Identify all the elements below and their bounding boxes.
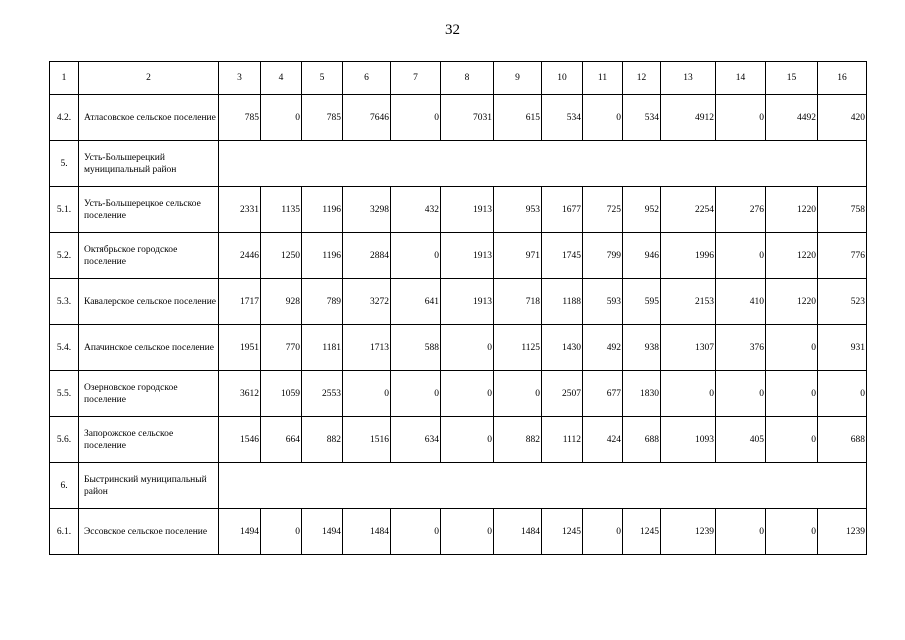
value-cell: 1913: [441, 279, 494, 325]
value-cell: 1239: [661, 509, 716, 555]
value-cell: 971: [494, 233, 542, 279]
value-cell: 1494: [302, 509, 343, 555]
value-cell: 2884: [343, 233, 391, 279]
value-cell: 405: [716, 417, 766, 463]
column-header: 2: [79, 62, 219, 95]
value-cell: 615: [494, 95, 542, 141]
row-name: Октябрьское городское поселение: [79, 233, 219, 279]
value-cell: 1307: [661, 325, 716, 371]
value-cell: 0: [583, 95, 623, 141]
row-number: 5.4.: [50, 325, 79, 371]
value-cell: 376: [716, 325, 766, 371]
value-cell: 952: [623, 187, 661, 233]
row-number: 5.1.: [50, 187, 79, 233]
value-cell: 0: [441, 509, 494, 555]
row-name: Озерновское городское поселение: [79, 371, 219, 417]
value-cell: 1196: [302, 187, 343, 233]
value-cell: 0: [441, 371, 494, 417]
value-cell: 588: [391, 325, 441, 371]
value-cell: 492: [583, 325, 623, 371]
value-cell: 1996: [661, 233, 716, 279]
value-cell: 1220: [766, 233, 818, 279]
value-cell: 0: [441, 325, 494, 371]
value-cell: 789: [302, 279, 343, 325]
column-header: 15: [766, 62, 818, 95]
value-cell: 0: [716, 95, 766, 141]
value-cell: 953: [494, 187, 542, 233]
value-cell: 758: [818, 187, 867, 233]
value-cell: 1196: [302, 233, 343, 279]
row-number: 4.2.: [50, 95, 79, 141]
value-cell: 1245: [542, 509, 583, 555]
row-number: 6.1.: [50, 509, 79, 555]
value-cell: 1093: [661, 417, 716, 463]
value-cell: 1125: [494, 325, 542, 371]
value-cell: 641: [391, 279, 441, 325]
value-cell: 1188: [542, 279, 583, 325]
value-cell: 1494: [219, 509, 261, 555]
value-cell: 0: [391, 233, 441, 279]
value-cell: 595: [623, 279, 661, 325]
value-cell: 1059: [261, 371, 302, 417]
value-cell: 677: [583, 371, 623, 417]
value-cell: 4912: [661, 95, 716, 141]
value-cell: 2446: [219, 233, 261, 279]
column-header: 4: [261, 62, 302, 95]
value-cell: 432: [391, 187, 441, 233]
value-cell: 420: [818, 95, 867, 141]
column-header: 16: [818, 62, 867, 95]
value-cell: 1484: [494, 509, 542, 555]
empty-group-cell: [219, 463, 867, 509]
value-cell: 7031: [441, 95, 494, 141]
row-name: Эссовское сельское поселение: [79, 509, 219, 555]
value-cell: 2507: [542, 371, 583, 417]
table-row: [50, 95, 867, 141]
value-cell: 2254: [661, 187, 716, 233]
value-cell: 0: [716, 233, 766, 279]
value-cell: 1546: [219, 417, 261, 463]
column-header: 13: [661, 62, 716, 95]
value-cell: 276: [716, 187, 766, 233]
table-row: [50, 509, 867, 555]
table-row: [50, 141, 867, 187]
value-cell: 410: [716, 279, 766, 325]
value-cell: 785: [302, 95, 343, 141]
value-cell: 0: [766, 417, 818, 463]
table-row: [50, 279, 867, 325]
page-number: 32: [445, 22, 460, 38]
row-number: 5.: [50, 141, 79, 187]
value-cell: 523: [818, 279, 867, 325]
value-cell: 0: [391, 95, 441, 141]
value-cell: 3612: [219, 371, 261, 417]
value-cell: 1913: [441, 233, 494, 279]
table-row: [50, 233, 867, 279]
table-row: [50, 187, 867, 233]
value-cell: 1830: [623, 371, 661, 417]
value-cell: 0: [661, 371, 716, 417]
value-cell: 725: [583, 187, 623, 233]
row-number: 5.2.: [50, 233, 79, 279]
value-cell: 931: [818, 325, 867, 371]
value-cell: 0: [583, 509, 623, 555]
value-cell: 718: [494, 279, 542, 325]
value-cell: 2553: [302, 371, 343, 417]
value-cell: 634: [391, 417, 441, 463]
value-cell: 1713: [343, 325, 391, 371]
value-cell: 1484: [343, 509, 391, 555]
column-header: 12: [623, 62, 661, 95]
value-cell: 1430: [542, 325, 583, 371]
value-cell: 0: [766, 509, 818, 555]
column-header: 10: [542, 62, 583, 95]
value-cell: 1220: [766, 279, 818, 325]
column-header: 1: [50, 62, 79, 95]
value-cell: 0: [441, 417, 494, 463]
value-cell: 1717: [219, 279, 261, 325]
value-cell: 799: [583, 233, 623, 279]
value-cell: 938: [623, 325, 661, 371]
column-header: 7: [391, 62, 441, 95]
value-cell: 1745: [542, 233, 583, 279]
value-cell: 0: [391, 371, 441, 417]
value-cell: 1951: [219, 325, 261, 371]
data-table: [49, 61, 867, 555]
row-number: 6.: [50, 463, 79, 509]
row-number: 5.3.: [50, 279, 79, 325]
row-name: Усть-Большерецкий муниципальный район: [79, 141, 219, 187]
value-cell: 0: [343, 371, 391, 417]
value-cell: 3272: [343, 279, 391, 325]
column-header: 3: [219, 62, 261, 95]
value-cell: 1220: [766, 187, 818, 233]
value-cell: 0: [261, 95, 302, 141]
value-cell: 1135: [261, 187, 302, 233]
value-cell: 1250: [261, 233, 302, 279]
value-cell: 1239: [818, 509, 867, 555]
value-cell: 534: [623, 95, 661, 141]
table-row: [50, 325, 867, 371]
column-header: 6: [343, 62, 391, 95]
row-number: 5.5.: [50, 371, 79, 417]
column-header: 5: [302, 62, 343, 95]
value-cell: 770: [261, 325, 302, 371]
value-cell: 882: [494, 417, 542, 463]
column-header: 14: [716, 62, 766, 95]
row-name: Апачинское сельское поселение: [79, 325, 219, 371]
value-cell: 2153: [661, 279, 716, 325]
value-cell: 534: [542, 95, 583, 141]
value-cell: 0: [818, 371, 867, 417]
value-cell: 2331: [219, 187, 261, 233]
table-row: [50, 417, 867, 463]
value-cell: 1516: [343, 417, 391, 463]
value-cell: 946: [623, 233, 661, 279]
column-header: 8: [441, 62, 494, 95]
value-cell: 593: [583, 279, 623, 325]
value-cell: 688: [818, 417, 867, 463]
table-row: [50, 371, 867, 417]
value-cell: 1677: [542, 187, 583, 233]
value-cell: 1245: [623, 509, 661, 555]
value-cell: 1913: [441, 187, 494, 233]
value-cell: 1112: [542, 417, 583, 463]
header-row: [50, 62, 867, 95]
value-cell: 0: [766, 371, 818, 417]
column-header: 11: [583, 62, 623, 95]
value-cell: 664: [261, 417, 302, 463]
value-cell: 424: [583, 417, 623, 463]
row-name: Быстринский муниципальный район: [79, 463, 219, 509]
value-cell: 882: [302, 417, 343, 463]
value-cell: 785: [219, 95, 261, 141]
value-cell: 3298: [343, 187, 391, 233]
table-row: [50, 463, 867, 509]
value-cell: 7646: [343, 95, 391, 141]
value-cell: 0: [391, 509, 441, 555]
row-name: Запорожское сельское поселение: [79, 417, 219, 463]
value-cell: 688: [623, 417, 661, 463]
row-name: Атласовское сельское поселение: [79, 95, 219, 141]
column-header: 9: [494, 62, 542, 95]
value-cell: 776: [818, 233, 867, 279]
value-cell: 0: [494, 371, 542, 417]
value-cell: 4492: [766, 95, 818, 141]
empty-group-cell: [219, 141, 867, 187]
value-cell: 0: [716, 509, 766, 555]
row-name: Усть-Большерецкое сельское поселение: [79, 187, 219, 233]
value-cell: 0: [766, 325, 818, 371]
value-cell: 928: [261, 279, 302, 325]
value-cell: 1181: [302, 325, 343, 371]
row-name: Кавалерское сельское поселение: [79, 279, 219, 325]
value-cell: 0: [716, 371, 766, 417]
value-cell: 0: [261, 509, 302, 555]
row-number: 5.6.: [50, 417, 79, 463]
